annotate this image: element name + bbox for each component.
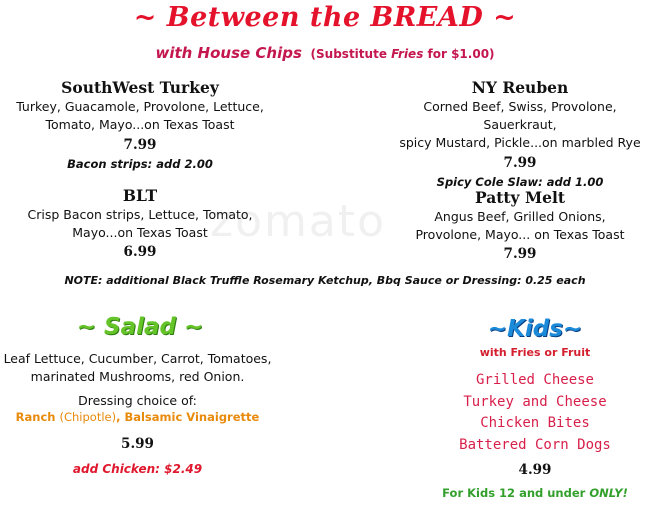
menu-title: ~ Between the BREAD ~ <box>133 2 517 33</box>
item-desc-line: spicy Mustard, Pickle...on marbled Rye <box>399 135 641 150</box>
item-name: NY Reuben <box>471 78 569 97</box>
item-name: BLT <box>122 186 158 205</box>
item-price: 7.99 <box>503 246 537 262</box>
item-desc-line: Turkey, Guacamole, Provolone, Lettuce, <box>16 99 264 114</box>
extras-note: NOTE: additional Black Truffle Rosemary Ketchup, Bbq Sauce or Dressing: 0.25 each <box>64 274 586 287</box>
dressing-label: Dressing choice of: <box>78 393 197 408</box>
item-addon: Spicy Cole Slaw: add 1.00 <box>436 175 604 189</box>
dressing-ranch: Ranch <box>15 410 56 424</box>
salad-desc-line: Leaf Lettuce, Cucumber, Carrot, Tomatoes, <box>3 351 272 366</box>
sandwich-ny-reuben <box>390 78 650 189</box>
subtitle-main: with House Chips <box>155 44 302 62</box>
subtitle-substitute: (Substitute Fries for $1.00) <box>310 47 495 61</box>
zomato-watermark: zomato <box>210 196 387 247</box>
salad-desc-line: marinated Mushrooms, red Onion. <box>30 369 245 384</box>
kids-item: Battered Corn Dogs <box>459 436 611 453</box>
kids-item: Turkey and Cheese <box>463 393 607 410</box>
item-desc-line: Provolone, Mayo... on Texas Toast <box>415 227 625 242</box>
kids-section <box>415 370 650 500</box>
add-chicken: add Chicken: $2.49 <box>72 462 203 476</box>
kids-note: For Kids 12 and under ONLY! <box>442 486 628 500</box>
dressing-sep: , <box>116 410 125 424</box>
salad-section <box>0 350 275 476</box>
item-desc-line: Mayo...on Texas Toast <box>72 225 208 240</box>
item-desc-line: Tomato, Mayo...on Texas Toast <box>45 117 235 132</box>
sandwich-blt <box>0 186 280 260</box>
dressing-chipotle: (Chipotle) <box>59 410 117 424</box>
kids-subtitle: with Fries or Fruit <box>479 346 591 359</box>
item-desc-line: Corned Beef, Swiss, Provolone, Sauerkraut, <box>423 99 617 132</box>
salad-price: 5.99 <box>121 436 154 452</box>
item-price: 7.99 <box>503 155 537 171</box>
sandwich-patty-melt <box>405 188 635 262</box>
kids-price: 4.99 <box>518 462 552 478</box>
kids-title: ~Kids~ <box>487 316 583 342</box>
item-addon: Bacon strips: add 2.00 <box>67 157 213 171</box>
sandwich-southwest-turkey <box>0 78 280 171</box>
item-price: 6.99 <box>123 244 157 260</box>
dressing-balsamic: Balsamic Vinaigrette <box>124 410 260 424</box>
item-desc-line: Angus Beef, Grilled Onions, <box>434 209 606 224</box>
item-name: Patty Melt <box>474 188 566 207</box>
item-name: SouthWest Turkey <box>61 78 219 97</box>
kids-item: Grilled Cheese <box>475 372 594 388</box>
menu-subtitle <box>0 44 650 62</box>
salad-title: ~ Salad ~ <box>76 314 204 340</box>
kids-item: Chicken Bites <box>480 415 590 431</box>
item-price: 7.99 <box>123 137 157 153</box>
item-desc-line: Crisp Bacon strips, Lettuce, Tomato, <box>27 207 253 222</box>
dressing-options <box>0 410 275 424</box>
